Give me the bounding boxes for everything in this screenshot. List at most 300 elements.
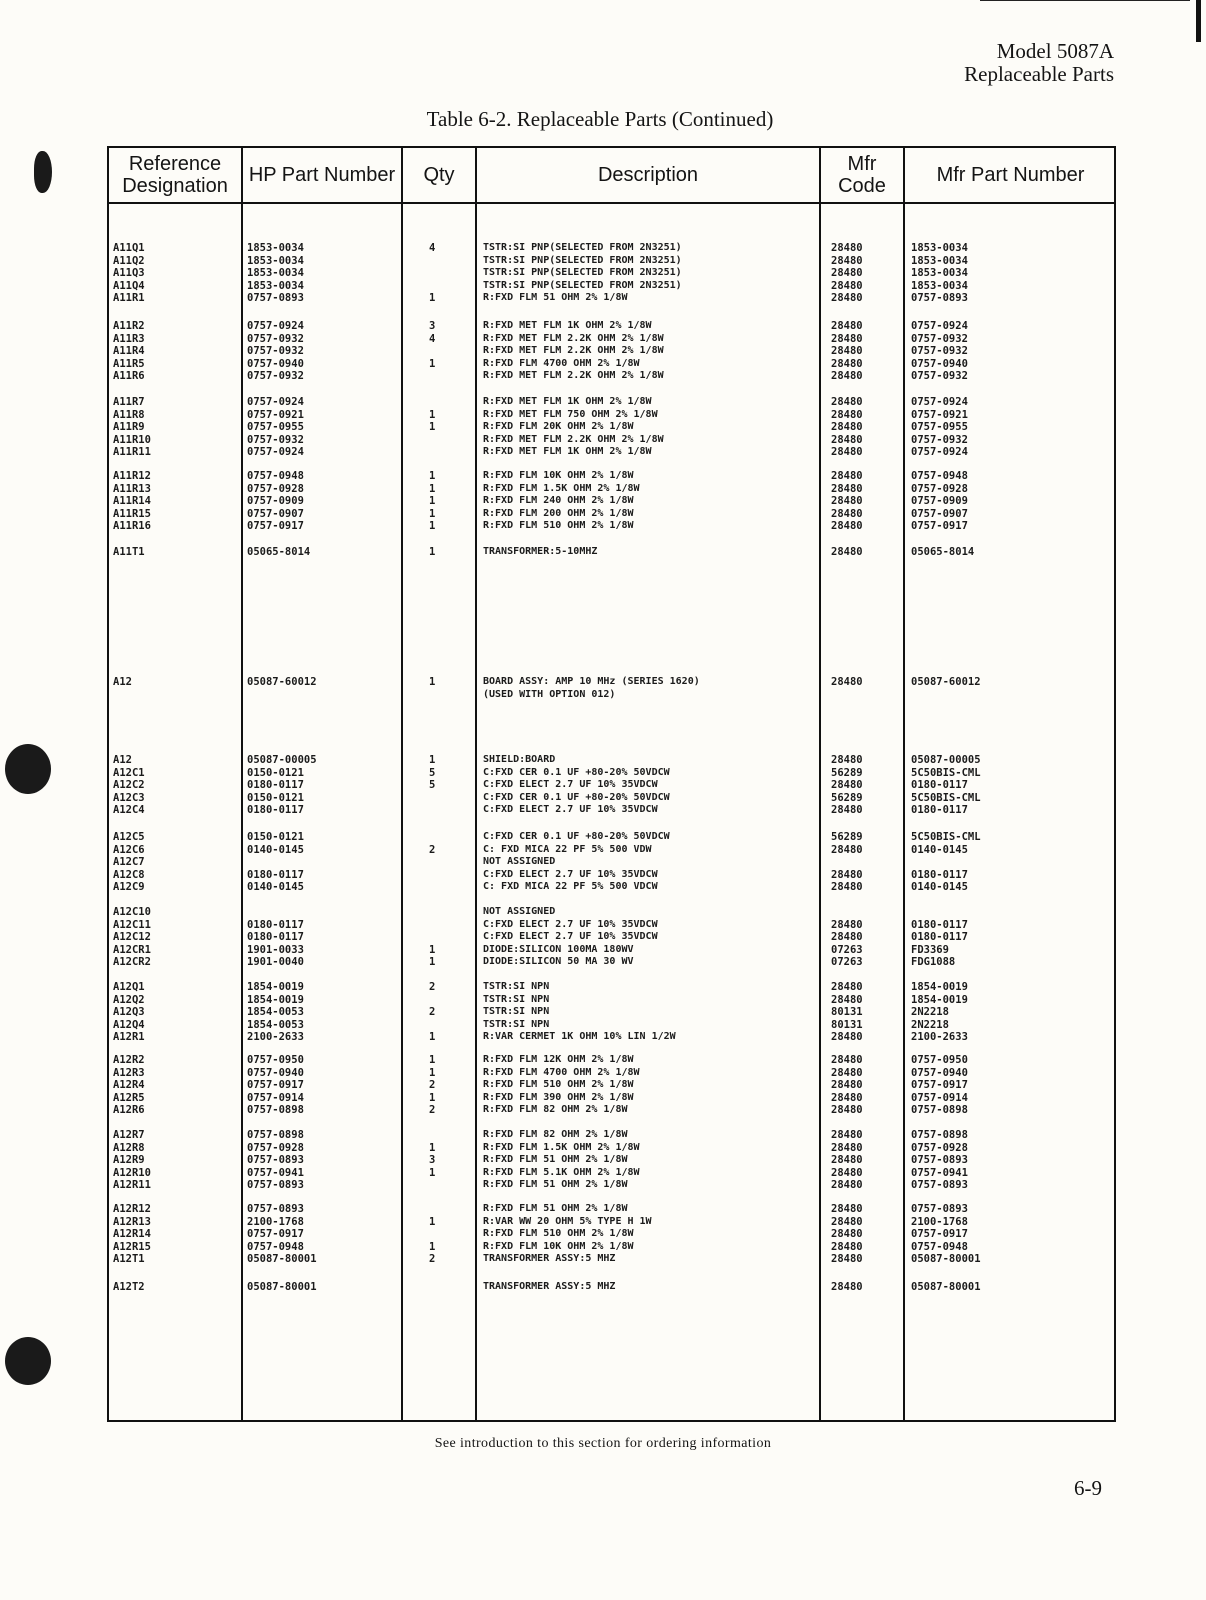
description-cell: R:VAR CERMET 1K OHM 10% LIN 1/2W: [483, 1031, 676, 1043]
hp-part-number-cell: 05087-60012: [247, 676, 317, 688]
hp-part-number-cell: 0757-0924: [247, 446, 304, 459]
mfr-code-cell: 28480: [831, 292, 863, 305]
description-cell: R:FXD FLM 1.5K OHM 2% 1/8W: [483, 482, 640, 494]
description-cell: TSTR:SI NPN: [483, 1018, 550, 1030]
qty-cell: [429, 792, 435, 805]
mfr-part-number-cell: 5C50BIS-CML: [911, 791, 981, 804]
mfr-part-number-cell: 2N2218: [911, 1018, 949, 1031]
qty-cell: 2: [429, 1006, 436, 1019]
mfr-part-number-cell: 0757-0941: [911, 1166, 968, 1179]
group-hp-part-number: [247, 1054, 304, 1117]
hp-part-number-cell: 1854-0053: [247, 1018, 304, 1031]
ref-designation-cell: A11R4: [113, 345, 145, 358]
mfr-part-number-cell: 0180-0117: [911, 931, 968, 944]
description-cell: TRANSFORMER ASSY:5 MHZ: [483, 1253, 616, 1265]
table-caption: Table 6-2. Replaceable Parts (Continued): [426, 107, 774, 131]
ref-designation-cell: A11R13: [113, 482, 151, 495]
mfr-part-number-cell: 0180-0117: [911, 868, 968, 881]
group-mfr-code: [831, 906, 863, 969]
mfr-part-number-cell: 0757-0924: [911, 320, 968, 332]
mfr-part-number-cell: 0757-0893: [911, 1203, 968, 1215]
mfr-part-number-cell: [911, 856, 981, 869]
group-mfr-code: [831, 1129, 863, 1192]
group-ref-designation: [113, 1129, 151, 1192]
mfr-code-cell: 28480: [831, 1281, 863, 1293]
col-ref-designation: Reference Designation: [122, 153, 228, 197]
group-hp-part-number: [247, 242, 304, 305]
ref-designation-cell: A12C4: [113, 804, 145, 817]
mfr-code-cell: 28480: [831, 520, 863, 533]
group-hp-part-number: [247, 831, 304, 894]
group-mfr-code: [831, 320, 863, 383]
hp-part-number-cell: 0757-0893: [247, 292, 304, 305]
hp-part-number-cell: 0757-0917: [247, 520, 304, 533]
mfr-part-number-cell: 5C50BIS-CML: [911, 766, 981, 779]
group-mfr-code: [831, 546, 863, 559]
hp-part-number-cell: 0757-0940: [247, 1066, 304, 1079]
group-description: [483, 320, 664, 383]
mfr-code-cell: 28480: [831, 242, 863, 254]
description-cell: R:FXD MET FLM 1K OHM 2% 1/8W: [483, 396, 652, 407]
description-cell: C:FXD CER 0.1 UF +80-20% 50VDCW: [483, 766, 670, 778]
mfr-part-number-cell: [911, 906, 968, 919]
description-cell: R:FXD FLM 51 OHM 2% 1/8W: [483, 292, 628, 304]
qty-cell: 1: [429, 546, 436, 558]
mfr-part-number-cell: 0757-0914: [911, 1091, 968, 1104]
hp-part-number-cell: 1854-0019: [247, 981, 304, 993]
hp-part-number-cell: [247, 856, 304, 869]
mfr-part-number-cell: 2100-1768: [911, 1215, 968, 1228]
mfr-part-number-cell: 0180-0117: [911, 918, 968, 931]
group-mfr-code: [831, 396, 863, 459]
group-qty: [429, 320, 435, 383]
group-description: [483, 754, 670, 817]
ref-designation-cell: A12R7: [113, 1129, 145, 1141]
group-description: [483, 981, 676, 1044]
hp-part-number-cell: 0757-0898: [247, 1129, 304, 1141]
qty-cell: 1: [429, 754, 436, 766]
group-ref-designation: [113, 831, 145, 894]
mfr-code-cell: 56289: [831, 831, 863, 843]
hp-part-number-cell: 0757-0940: [247, 357, 304, 370]
ref-designation-cell: A12C2: [113, 779, 145, 792]
ordering-note: See introduction to this section for ordering information: [434, 1436, 772, 1451]
hp-part-number-cell: 1854-0053: [247, 1006, 304, 1019]
hp-part-number-cell: 05087-80001: [247, 1281, 317, 1293]
mfr-part-number-cell: 0757-0948: [911, 1240, 968, 1253]
col-description: Description: [597, 164, 699, 186]
mfr-part-number-cell: 05087-00005: [911, 754, 981, 766]
mfr-part-number-cell: 0757-0928: [911, 1141, 968, 1154]
col-mfr-part-number: Mfr Part Number: [936, 164, 1085, 186]
description-cell: C:FXD ELECT 2.7 UF 10% 35VDCW: [483, 804, 658, 816]
mfr-code-cell: [831, 906, 863, 919]
description-cell: R:FXD MET FLM 2.2K OHM 2% 1/8W: [483, 345, 664, 357]
description-cell: R:FXD FLM 200 OHM 2% 1/8W: [483, 507, 634, 519]
group-hp-part-number: [247, 396, 304, 459]
description-cell: C:FXD ELECT 2.7 UF 10% 35VDCW: [483, 779, 658, 791]
mfr-part-number-cell: 0757-0907: [911, 507, 968, 520]
group-mfr-code: [831, 1281, 863, 1294]
description-cell: TSTR:SI NPN: [483, 993, 550, 1005]
qty-cell: [429, 434, 435, 447]
mfr-part-number-cell: 0757-0893: [911, 1154, 968, 1167]
group-ref-designation: [113, 754, 145, 817]
hp-part-number-cell: 1901-0033: [247, 943, 304, 956]
ref-designation-cell: A12Q4: [113, 1018, 145, 1031]
qty-cell: 3: [429, 320, 436, 332]
ref-designation-cell: A12CR1: [113, 943, 151, 956]
group-ref-designation: [113, 396, 151, 459]
mfr-code-cell: 28480: [831, 267, 863, 280]
ref-designation-cell: A11R3: [113, 332, 145, 345]
binder-hole-top: [34, 151, 52, 193]
mfr-code-cell: 28480: [831, 1166, 863, 1179]
qty-cell: [429, 345, 435, 358]
group-mfr-part-number: [911, 676, 981, 689]
mfr-part-number-cell: 0757-0898: [911, 1129, 968, 1141]
mfr-code-cell: 28480: [831, 993, 863, 1006]
group-description: [483, 906, 658, 969]
qty-cell: [429, 370, 435, 383]
group-ref-designation: [113, 470, 151, 533]
mfr-part-number-cell: 0757-0940: [911, 357, 968, 370]
group-mfr-code: [831, 754, 863, 817]
description-cell: R:FXD FLM 20K OHM 2% 1/8W: [483, 421, 634, 433]
hp-part-number-cell: 1854-0019: [247, 993, 304, 1006]
ref-designation-cell: A11R1: [113, 292, 145, 305]
mfr-code-cell: 07263: [831, 943, 863, 956]
hp-part-number-cell: 0757-0932: [247, 370, 304, 383]
description-cell: C:FXD ELECT 2.7 UF 10% 35VDCW: [483, 868, 658, 880]
description-cell: R:FXD FLM 10K OHM 2% 1/8W: [483, 470, 634, 481]
qty-cell: [429, 1019, 435, 1032]
ref-designation-cell: A12: [113, 754, 132, 766]
group-hp-part-number: [247, 546, 310, 559]
ref-designation-cell: A12R4: [113, 1079, 145, 1092]
group-mfr-part-number: [911, 320, 968, 383]
mfr-code-cell: 28480: [831, 881, 863, 894]
description-cell: C:FXD ELECT 2.7 UF 10% 35VDCW: [483, 918, 658, 930]
group-mfr-code: [831, 831, 863, 894]
hp-part-number-cell: 0757-0914: [247, 1091, 304, 1104]
mfr-code-cell: 28480: [831, 1054, 863, 1066]
ref-designation-cell: A12C11: [113, 918, 151, 931]
description-cell: C:FXD CER 0.1 UF +80-20% 50VDCW: [483, 831, 670, 842]
group-mfr-code: [831, 676, 863, 689]
description-cell: R:FXD FLM 10K OHM 2% 1/8W: [483, 1240, 634, 1252]
hp-part-number-cell: [247, 906, 304, 919]
description-cell: SHIELD:BOARD: [483, 754, 556, 765]
group-hp-part-number: [247, 320, 304, 383]
mfr-part-number-cell: 1853-0034: [911, 279, 968, 292]
mfr-code-cell: 28480: [831, 1091, 863, 1104]
ref-designation-cell: A12R6: [113, 1104, 145, 1117]
ref-designation-cell: A12C3: [113, 791, 145, 804]
mfr-part-number-cell: 05087-60012: [911, 676, 981, 688]
hp-part-number-cell: 0757-0893: [247, 1203, 304, 1215]
qty-cell: 5: [429, 779, 436, 792]
description-cell: R:FXD FLM 510 OHM 2% 1/8W: [483, 1228, 634, 1240]
description-cell: R:FXD MET FLM 2.2K OHM 2% 1/8W: [483, 332, 664, 344]
group-description: [483, 676, 700, 701]
ref-designation-cell: A12C5: [113, 831, 145, 843]
qty-cell: [429, 1129, 435, 1142]
hp-part-number-cell: 0150-0121: [247, 766, 304, 779]
mfr-part-number-cell: 0757-0909: [911, 495, 968, 508]
hp-part-number-cell: 0757-0950: [247, 1054, 304, 1066]
group-mfr-part-number: [911, 396, 968, 459]
binder-hole-middle: [5, 744, 51, 794]
hp-part-number-cell: 0180-0117: [247, 868, 304, 881]
qty-cell: 1: [429, 676, 436, 688]
qty-cell: 1: [429, 520, 436, 533]
ref-designation-cell: A11Q4: [113, 279, 145, 292]
group-description: [483, 1129, 640, 1192]
qty-cell: 4: [429, 332, 436, 345]
mfr-part-number-cell: 1853-0034: [911, 242, 968, 254]
group-ref-designation: [113, 242, 145, 305]
description-cell: TSTR:SI PNP(SELECTED FROM 2N3251): [483, 254, 682, 266]
ref-designation-cell: A12R5: [113, 1091, 145, 1104]
mfr-code-cell: 28480: [831, 320, 863, 332]
group-ref-designation: [113, 546, 145, 559]
hp-part-number-cell: 0757-0932: [247, 345, 304, 358]
parts-table: [107, 146, 1116, 1422]
description-cell: R:FXD FLM 51 OHM 2% 1/8W: [483, 1179, 628, 1191]
mfr-part-number-cell: 0757-0921: [911, 408, 968, 421]
ref-designation-cell: A11R14: [113, 495, 151, 508]
hp-part-number-cell: 0757-0955: [247, 421, 304, 434]
group-ref-designation: [113, 1203, 151, 1266]
group-mfr-code: [831, 981, 863, 1044]
qty-cell: [429, 280, 435, 293]
ref-designation-cell: A11R12: [113, 470, 151, 482]
hp-part-number-cell: 1853-0034: [247, 267, 304, 280]
mfr-part-number-cell: 0757-0893: [911, 292, 968, 305]
ref-designation-cell: A12C6: [113, 843, 145, 856]
hp-part-number-cell: 0757-0941: [247, 1166, 304, 1179]
mfr-part-number-cell: 0757-0950: [911, 1054, 968, 1066]
qty-cell: [429, 881, 435, 894]
qty-cell: [429, 869, 435, 882]
group-hp-part-number: [247, 676, 317, 689]
hp-part-number-cell: 0757-0924: [247, 396, 304, 408]
qty-cell: [429, 1228, 435, 1241]
ref-designation-cell: A11T1: [113, 546, 145, 558]
group-mfr-part-number: [911, 831, 981, 894]
hp-part-number-cell: 0757-0921: [247, 408, 304, 421]
group-description: [483, 831, 670, 894]
section-title: Replaceable Parts: [964, 62, 1114, 86]
ref-designation-cell: A12C8: [113, 868, 145, 881]
qty-cell: [429, 919, 435, 932]
description-cell: R:FXD MET FLM 1K OHM 2% 1/8W: [483, 320, 652, 331]
table-body: [109, 204, 1114, 1420]
description-cell: TSTR:SI PNP(SELECTED FROM 2N3251): [483, 279, 682, 291]
description-cell: TSTR:SI PNP(SELECTED FROM 2N3251): [483, 242, 682, 253]
group-mfr-code: [831, 470, 863, 533]
hp-part-number-cell: 0757-0909: [247, 495, 304, 508]
qty-cell: [429, 994, 435, 1007]
description-cell: TSTR:SI NPN: [483, 981, 550, 992]
hp-part-number-cell: 0180-0117: [247, 804, 304, 817]
hp-part-number-cell: 1853-0034: [247, 242, 304, 254]
mfr-part-number-cell: 1854-0019: [911, 981, 968, 993]
mfr-code-cell: 28480: [831, 804, 863, 817]
qty-cell: [429, 255, 435, 268]
qty-cell: 1: [429, 408, 436, 421]
ref-designation-cell: A12C1: [113, 766, 145, 779]
group-qty: [429, 754, 435, 817]
hp-part-number-cell: 0757-0928: [247, 482, 304, 495]
description-cell: TRANSFORMER ASSY:5 MHZ: [483, 1281, 616, 1292]
page-number: 6-9: [1074, 1476, 1102, 1500]
qty-cell: [429, 931, 435, 944]
mfr-code-cell: 28480: [831, 433, 863, 446]
mfr-code-cell: 28480: [831, 1129, 863, 1141]
binder-hole-bottom: [5, 1337, 51, 1385]
qty-cell: 1: [429, 943, 436, 956]
group-mfr-part-number: [911, 546, 974, 559]
hp-part-number-cell: 0150-0121: [247, 791, 304, 804]
group-qty: [429, 676, 435, 689]
ref-designation-cell: A11Q1: [113, 242, 145, 254]
description-cell: NOT ASSIGNED: [483, 856, 556, 868]
ref-designation-cell: A12R10: [113, 1166, 151, 1179]
mfr-part-number-cell: 0757-0893: [911, 1179, 968, 1192]
mfr-code-cell: 28480: [831, 1240, 863, 1253]
ref-designation-cell: A12R8: [113, 1141, 145, 1154]
mfr-part-number-cell: 0757-0932: [911, 433, 968, 446]
group-hp-part-number: [247, 470, 304, 533]
mfr-code-cell: 28480: [831, 1253, 863, 1266]
qty-cell: 1: [429, 956, 436, 969]
mfr-code-cell: 80131: [831, 1006, 863, 1019]
group-qty: [429, 831, 435, 894]
ref-designation-cell: A12T1: [113, 1253, 145, 1266]
mfr-code-cell: 28480: [831, 843, 863, 856]
hp-part-number-cell: 0757-0928: [247, 1141, 304, 1154]
mfr-code-cell: 28480: [831, 482, 863, 495]
qty-cell: 1: [429, 421, 436, 434]
group-hp-part-number: [247, 1203, 317, 1266]
group-hp-part-number: [247, 754, 317, 817]
qty-cell: 2: [429, 1253, 436, 1266]
group-qty: [429, 1129, 435, 1192]
group-qty: [429, 470, 435, 533]
hp-part-number-cell: 0757-0893: [247, 1179, 304, 1192]
mfr-code-cell: 28480: [831, 495, 863, 508]
hp-part-number-cell: 0757-0948: [247, 1240, 304, 1253]
mfr-code-cell: [831, 856, 863, 869]
ref-designation-cell: A12C7: [113, 856, 145, 869]
qty-cell: 1: [429, 495, 436, 508]
hp-part-number-cell: 2100-1768: [247, 1215, 304, 1228]
qty-cell: 1: [429, 507, 436, 520]
qty-cell: [429, 446, 435, 459]
group-mfr-code: [831, 242, 863, 305]
mfr-code-cell: 07263: [831, 956, 863, 969]
ref-designation-cell: A12R2: [113, 1054, 145, 1066]
ref-designation-cell: A12R11: [113, 1179, 151, 1192]
group-qty: [429, 1054, 435, 1117]
ref-designation-cell: A12R9: [113, 1154, 145, 1167]
table-header: [109, 148, 1114, 204]
description-cell: R:FXD FLM 510 OHM 2% 1/8W: [483, 520, 634, 532]
qty-cell: 1: [429, 1091, 436, 1104]
mfr-code-cell: 28480: [831, 421, 863, 434]
qty-cell: 1: [429, 292, 436, 305]
qty-cell: 2: [429, 843, 436, 856]
mfr-code-cell: 28480: [831, 1031, 863, 1044]
ref-designation-cell: A12Q1: [113, 981, 145, 993]
qty-cell: 1: [429, 470, 436, 482]
qty-cell: [429, 856, 435, 869]
ref-designation-cell: A11R11: [113, 446, 151, 459]
hp-part-number-cell: 1901-0040: [247, 956, 304, 969]
mfr-part-number-cell: 05065-8014: [911, 546, 975, 558]
description-cell: DIODE:SILICON 100MA 180WV: [483, 943, 634, 955]
ref-designation-cell: A11R10: [113, 433, 151, 446]
qty-cell: 1: [429, 1215, 436, 1228]
mfr-code-cell: 28480: [831, 332, 863, 345]
mfr-code-cell: 28480: [831, 1228, 863, 1241]
mfr-part-number-cell: 0757-0924: [911, 446, 968, 459]
ref-designation-cell: A12C10: [113, 906, 151, 918]
group-mfr-part-number: [911, 470, 968, 533]
mfr-code-cell: 28480: [831, 470, 863, 482]
mfr-code-cell: 28480: [831, 507, 863, 520]
hp-part-number-cell: 0180-0117: [247, 918, 304, 931]
ref-designation-cell: A11R5: [113, 357, 145, 370]
mfr-part-number-cell: 0757-0932: [911, 345, 968, 358]
description-cell: R:FXD FLM 12K OHM 2% 1/8W: [483, 1054, 634, 1065]
group-description: [483, 1054, 640, 1117]
group-ref-designation: [113, 906, 151, 969]
group-description: [483, 242, 682, 305]
page-edge-mark: [1196, 0, 1201, 42]
running-header: [964, 40, 1114, 86]
group-hp-part-number: [247, 906, 304, 969]
mfr-code-cell: 28480: [831, 868, 863, 881]
hp-part-number-cell: 0757-0932: [247, 332, 304, 345]
ref-designation-cell: A11R6: [113, 370, 145, 383]
ref-designation-cell: A12R13: [113, 1215, 151, 1228]
mfr-part-number-cell: 0140-0145: [911, 881, 968, 894]
mfr-code-cell: 28480: [831, 546, 863, 558]
mfr-code-cell: 28480: [831, 1203, 863, 1215]
mfr-code-cell: 56289: [831, 766, 863, 779]
hp-part-number-cell: 0757-0893: [247, 1154, 304, 1167]
description-cell: C: FXD MICA 22 PF 5% 500 VDCW: [483, 881, 658, 893]
ref-designation-cell: A11R9: [113, 421, 145, 434]
mfr-code-cell: 28480: [831, 1141, 863, 1154]
ref-designation-cell: A12C12: [113, 931, 151, 944]
mfr-part-number-cell: 1854-0019: [911, 993, 968, 1006]
description-cell: BOARD ASSY: AMP 10 MHz (SERIES 1620) (USED WITH OPTION 012): [483, 676, 700, 700]
ref-designation-cell: A12R12: [113, 1203, 151, 1215]
hp-part-number-cell: 0140-0145: [247, 843, 304, 856]
mfr-code-cell: 28480: [831, 408, 863, 421]
group-qty: [429, 1203, 435, 1266]
mfr-part-number-cell: 0757-0940: [911, 1066, 968, 1079]
qty-cell: [429, 1179, 435, 1192]
hp-part-number-cell: 0757-0948: [247, 470, 304, 482]
qty-cell: 3: [429, 1154, 436, 1167]
mfr-code-cell: 28480: [831, 676, 863, 688]
ref-designation-cell: A12: [113, 676, 132, 688]
